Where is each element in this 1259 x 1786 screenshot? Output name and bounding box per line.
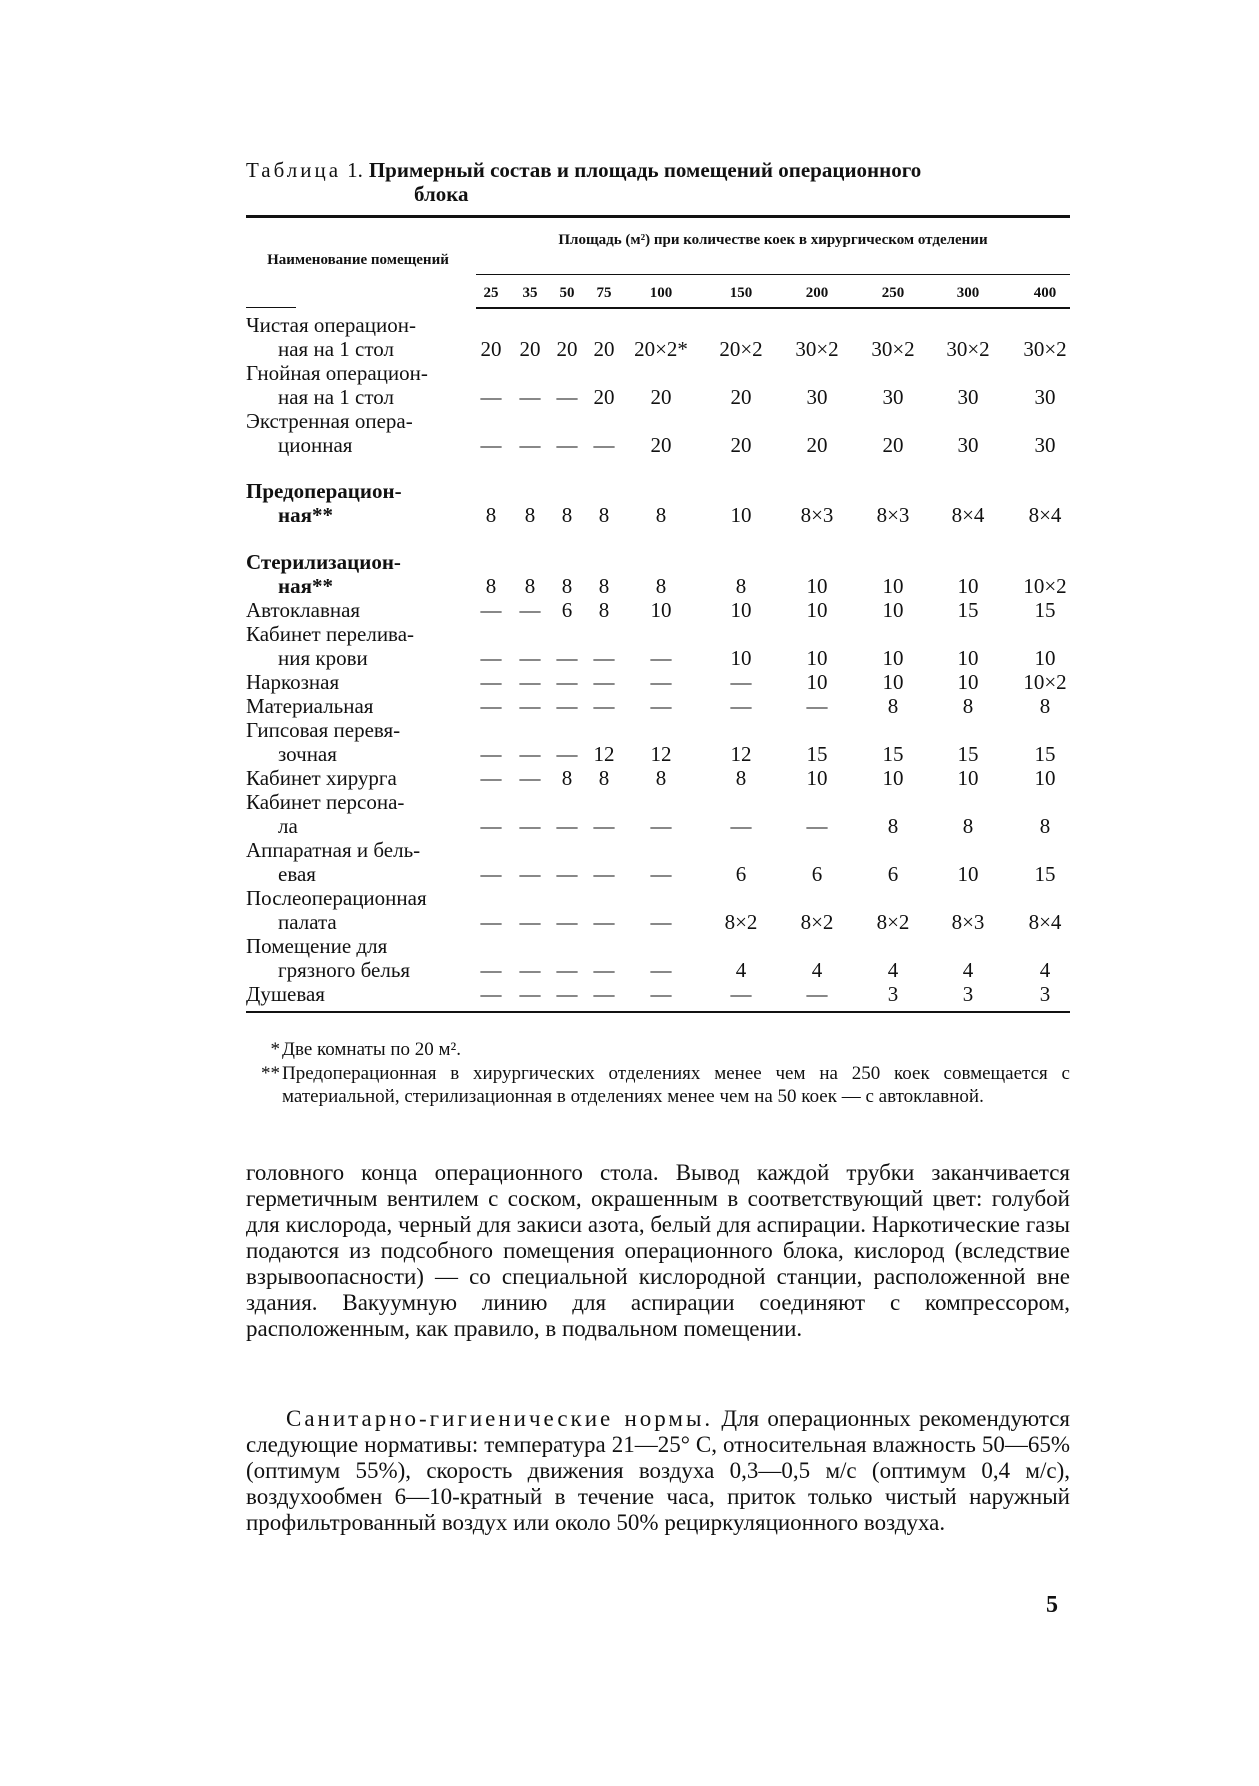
table-cell: 30×2 xyxy=(1023,337,1067,361)
table-cell: 15 xyxy=(957,598,979,622)
table-cell: 4 xyxy=(962,958,974,982)
table-cell: — xyxy=(806,814,828,838)
table-cell: — xyxy=(519,385,541,409)
table-cell: 8 xyxy=(655,766,667,790)
table-cell: — xyxy=(480,646,502,670)
table-cell: 20 xyxy=(806,433,828,457)
table-cell: 8×2 xyxy=(800,910,834,934)
header-column-25: 25 xyxy=(483,285,499,301)
table-cell: — xyxy=(519,982,541,1006)
table-cell: — xyxy=(556,862,578,886)
table-cell: 8 xyxy=(524,574,536,598)
table-cell: 10 xyxy=(957,574,979,598)
table-cell: 8×4 xyxy=(1028,910,1062,934)
table-cell: 12 xyxy=(650,742,672,766)
row-name: Гипсовая перевя- xyxy=(246,718,401,742)
table-cell: 8 xyxy=(887,694,899,718)
table-cell: 8 xyxy=(598,598,610,622)
table-cell: — xyxy=(480,910,502,934)
table-cell: 6 xyxy=(811,862,823,886)
table-cell: — xyxy=(519,910,541,934)
table-cell: — xyxy=(519,958,541,982)
header-sub-rule xyxy=(476,274,1070,275)
table-cell: 8 xyxy=(655,503,667,527)
table-cell: 30 xyxy=(882,385,904,409)
table-cell: — xyxy=(593,670,615,694)
section-text: Для операционных рекомендуются следующие нормативы: температура 21—25° С, относительная влажность 50—65% (оптимум 55%), скорость движения воздуха 0,3—0,5 м/с (оптимум 0,4 м/с), воздухообмен 6—10-кратный в течение часа, приток только чистый наружный профильтрованный воздух или около 50% рециркуляционного воздуха. xyxy=(246,1406,1071,1535)
table-cell: 8 xyxy=(735,574,747,598)
header-column-100: 100 xyxy=(649,285,673,301)
row-name: ная** xyxy=(278,503,333,527)
table-cell: — xyxy=(480,385,502,409)
table-cell: 30 xyxy=(1034,433,1056,457)
table-cell: 15 xyxy=(882,742,904,766)
table-cell: 15 xyxy=(1034,862,1056,886)
table-cell: — xyxy=(556,958,578,982)
row-name: ная** xyxy=(278,574,333,598)
table-cell: 10 xyxy=(882,574,904,598)
header-column-150: 150 xyxy=(729,285,753,301)
row-name: Стерилизацион- xyxy=(246,550,401,574)
header-column-35: 35 xyxy=(522,285,538,301)
table-cell: — xyxy=(650,694,672,718)
caption-title-continued: блока xyxy=(414,182,469,206)
table-cell: 3 xyxy=(1039,982,1051,1006)
table-cell: — xyxy=(593,814,615,838)
table-cell: 8 xyxy=(962,694,974,718)
table-cell: — xyxy=(806,694,828,718)
table-cell: — xyxy=(556,910,578,934)
table-cell: 10 xyxy=(882,670,904,694)
table-cell: 10 xyxy=(957,646,979,670)
table-cell: — xyxy=(480,694,502,718)
table-cell: 8 xyxy=(561,766,573,790)
table-cell: — xyxy=(519,814,541,838)
table-cell: 4 xyxy=(811,958,823,982)
table-cell: 15 xyxy=(806,742,828,766)
caption-number: 1. xyxy=(347,158,363,182)
table-cell: 30 xyxy=(957,433,979,457)
table-cell: — xyxy=(730,982,752,1006)
table-cell: — xyxy=(556,694,578,718)
table-cell: 10 xyxy=(882,598,904,622)
table-cell: 20 xyxy=(882,433,904,457)
table-cell: 10 xyxy=(1034,766,1056,790)
table-cell: 8 xyxy=(598,574,610,598)
table-cell: 4 xyxy=(735,958,747,982)
row-name: ная на 1 стол xyxy=(278,385,394,409)
table-cell: — xyxy=(556,814,578,838)
table-cell: 12 xyxy=(593,742,615,766)
table-cell: 30 xyxy=(806,385,828,409)
table-cell: 15 xyxy=(1034,598,1056,622)
table-cell: — xyxy=(806,982,828,1006)
table-cell: 8 xyxy=(887,814,899,838)
row-name: Кабинет персона- xyxy=(246,790,405,814)
header-room-name: Наименование помещений xyxy=(267,252,449,268)
table-cell: 20 xyxy=(480,337,502,361)
header-column-75: 75 xyxy=(596,285,612,301)
table-cell: 8 xyxy=(524,503,536,527)
table-cell: 30 xyxy=(1034,385,1056,409)
table-cell: 8 xyxy=(561,574,573,598)
table-cell: — xyxy=(650,958,672,982)
table-cell: — xyxy=(519,766,541,790)
footnote-mark-1: * xyxy=(270,1039,280,1060)
table-cell: 8×3 xyxy=(951,910,985,934)
table-cell: 6 xyxy=(735,862,747,886)
table-cell: 6 xyxy=(561,598,573,622)
table-cell: — xyxy=(556,385,578,409)
table-cell: 10×2 xyxy=(1023,574,1067,598)
table-cell: — xyxy=(480,433,502,457)
row-name: ла xyxy=(278,814,298,838)
table-cell: 8 xyxy=(962,814,974,838)
table-cell: — xyxy=(480,982,502,1006)
table-cell: 10 xyxy=(806,766,828,790)
row-name: Послеоперационная xyxy=(246,886,427,910)
row-name: евая xyxy=(278,862,316,886)
table-cell: — xyxy=(480,862,502,886)
table-cell: 8×4 xyxy=(951,503,985,527)
table-cell: 8 xyxy=(561,503,573,527)
table-cell: — xyxy=(593,646,615,670)
row-name: зочная xyxy=(278,742,337,766)
table-cell: 4 xyxy=(887,958,899,982)
table-cell: — xyxy=(556,646,578,670)
header-column-250: 250 xyxy=(881,285,905,301)
table-cell: 30×2 xyxy=(946,337,990,361)
table-cell: 10×2 xyxy=(1023,670,1067,694)
table-cell: 20 xyxy=(556,337,578,361)
table-cell: — xyxy=(556,982,578,1006)
row-name: Чистая операцион- xyxy=(246,313,416,337)
table-cell: 10 xyxy=(730,503,752,527)
table-cell: 10 xyxy=(882,646,904,670)
table-cell: 10 xyxy=(730,646,752,670)
table-cell: 8 xyxy=(598,766,610,790)
table-cell: — xyxy=(519,694,541,718)
table-cell: — xyxy=(556,742,578,766)
table-cell: — xyxy=(480,958,502,982)
table-cell: 20 xyxy=(593,337,615,361)
table-cell: 10 xyxy=(957,766,979,790)
section-heading: Санитарно-гигиенические нормы. xyxy=(286,1406,714,1431)
table-cell: — xyxy=(650,982,672,1006)
row-name: Материальная xyxy=(246,694,374,718)
row-name: ния крови xyxy=(278,646,368,670)
header-column-400: 400 xyxy=(1033,285,1057,301)
footnote-mark-2: ** xyxy=(261,1063,280,1084)
table-cell: 20 xyxy=(519,337,541,361)
table-cell: 20×2 xyxy=(719,337,763,361)
table-cell: — xyxy=(593,982,615,1006)
table-cell: 4 xyxy=(1039,958,1051,982)
table-caption xyxy=(246,158,1070,206)
table-cell: — xyxy=(480,598,502,622)
table-cell: 8 xyxy=(485,574,497,598)
row-name: Помещение для xyxy=(246,934,388,958)
table-cell: 8×2 xyxy=(876,910,910,934)
row-name: Автоклавная xyxy=(246,598,361,622)
row-name: Предоперацион- xyxy=(246,479,402,503)
table-cell: 10 xyxy=(806,646,828,670)
row-name: Кабинет перелива- xyxy=(246,622,415,646)
table-cell: — xyxy=(730,694,752,718)
table-cell: — xyxy=(480,766,502,790)
table-cell: — xyxy=(480,670,502,694)
row-name: Аппаратная и бель- xyxy=(246,838,421,862)
table-cell: 8×4 xyxy=(1028,503,1062,527)
table-cell: — xyxy=(519,670,541,694)
table-cell: — xyxy=(556,433,578,457)
table-cell: 8×2 xyxy=(724,910,758,934)
table-cell: 10 xyxy=(650,598,672,622)
table-top-rule xyxy=(246,215,1070,218)
table-cell: 20 xyxy=(730,385,752,409)
table-cell: 10 xyxy=(957,670,979,694)
row-name: Гнойная операцион- xyxy=(246,361,428,385)
footnote-text-1: Две комнаты по 20 м². xyxy=(282,1039,461,1060)
table-cell: — xyxy=(593,862,615,886)
table-cell: 8×3 xyxy=(800,503,834,527)
table-cell: — xyxy=(519,598,541,622)
table-cell: — xyxy=(593,910,615,934)
table-cell: — xyxy=(556,670,578,694)
header-bottom-rule xyxy=(476,307,1070,309)
table-cell: — xyxy=(480,742,502,766)
row-name: палата xyxy=(278,910,337,934)
table-cell: 15 xyxy=(957,742,979,766)
table-cell: 10 xyxy=(882,766,904,790)
table-cell: 8 xyxy=(735,766,747,790)
header-column-300: 300 xyxy=(956,285,980,301)
table-cell: — xyxy=(593,694,615,718)
table-cell: 10 xyxy=(806,598,828,622)
table-cell: 20×2* xyxy=(634,337,688,361)
header-column-50: 50 xyxy=(559,285,575,301)
table-cell: 12 xyxy=(730,742,752,766)
row-name: ная на 1 стол xyxy=(278,337,394,361)
table-cell: 30×2 xyxy=(871,337,915,361)
table-cell: 30×2 xyxy=(795,337,839,361)
table-cell: 20 xyxy=(593,385,615,409)
table-cell: — xyxy=(593,433,615,457)
table-cell: 10 xyxy=(730,598,752,622)
table-cell: 10 xyxy=(957,862,979,886)
table-cell: — xyxy=(650,646,672,670)
caption-title: Примерный состав и площадь помещений операционного xyxy=(368,158,922,182)
table-cell: — xyxy=(480,814,502,838)
table-cell: 20 xyxy=(650,385,672,409)
table-cell: — xyxy=(519,742,541,766)
page-number: 5 xyxy=(1046,1592,1058,1618)
table-cell: 15 xyxy=(1034,742,1056,766)
table-cell: 10 xyxy=(806,574,828,598)
table-cell: 8 xyxy=(598,503,610,527)
table-cell: — xyxy=(519,862,541,886)
table-cell: 6 xyxy=(887,862,899,886)
table-cell: — xyxy=(650,670,672,694)
table-cell: — xyxy=(730,814,752,838)
table-cell: 10 xyxy=(1034,646,1056,670)
header-column-200: 200 xyxy=(805,285,829,301)
table-cell: 10 xyxy=(806,670,828,694)
table-cell: 3 xyxy=(962,982,974,1006)
row-name: Наркозная xyxy=(246,670,340,694)
row-name: Душевая xyxy=(246,982,325,1006)
table-cell: 8×3 xyxy=(876,503,910,527)
table-cell: — xyxy=(593,958,615,982)
row-name: ционная xyxy=(278,433,353,457)
table-cell: — xyxy=(519,646,541,670)
table-cell: — xyxy=(650,814,672,838)
table-cell: 8 xyxy=(1039,694,1051,718)
header-area-span: Площадь (м²) при количестве коек в хирургическом отделении xyxy=(558,232,988,248)
table-cell: 8 xyxy=(655,574,667,598)
table-cell: — xyxy=(650,910,672,934)
table-cell: 3 xyxy=(887,982,899,1006)
table-cell: 30 xyxy=(957,385,979,409)
table-cell: — xyxy=(730,670,752,694)
caption-label: Таблица xyxy=(246,158,342,182)
body-paragraph-1: головного конца операционного стола. Вывод каждой трубки заканчивается герметичным вентилем с соском, окрашенным в соответствующий цвет: голубой для кислорода, черный для закиси азота, белый для аспирации. Наркотические газы подаются из подсобного помещения операционного блока, кислород (вследствие взрывоопасности) — со специальной кислородной станции, расположенной вне здания. Вакуумную линию для аспирации соединяют с компрессором, расположенным, как правило, в подвальном помещении. xyxy=(246,1160,1070,1341)
table-cell: 8 xyxy=(485,503,497,527)
name-header-rule xyxy=(246,307,296,308)
table-cell: 20 xyxy=(650,433,672,457)
table-cell: 20 xyxy=(730,433,752,457)
row-name: Экстренная опера- xyxy=(246,409,413,433)
table-cell: — xyxy=(650,862,672,886)
table-bottom-rule xyxy=(246,1011,1070,1013)
row-name: грязного белья xyxy=(278,958,411,982)
footnote-text-2: Предоперационная в хирургических отделениях менее чем на 250 коек совмещается с материальной, стерилизационная в отделениях менее чем на 50 коек — с автоклавной. xyxy=(282,1063,1070,1107)
table-cell: 8 xyxy=(1039,814,1051,838)
body-paragraph-2 xyxy=(246,1406,1070,1536)
row-name: Кабинет хирурга xyxy=(246,766,397,790)
table-cell: — xyxy=(519,433,541,457)
